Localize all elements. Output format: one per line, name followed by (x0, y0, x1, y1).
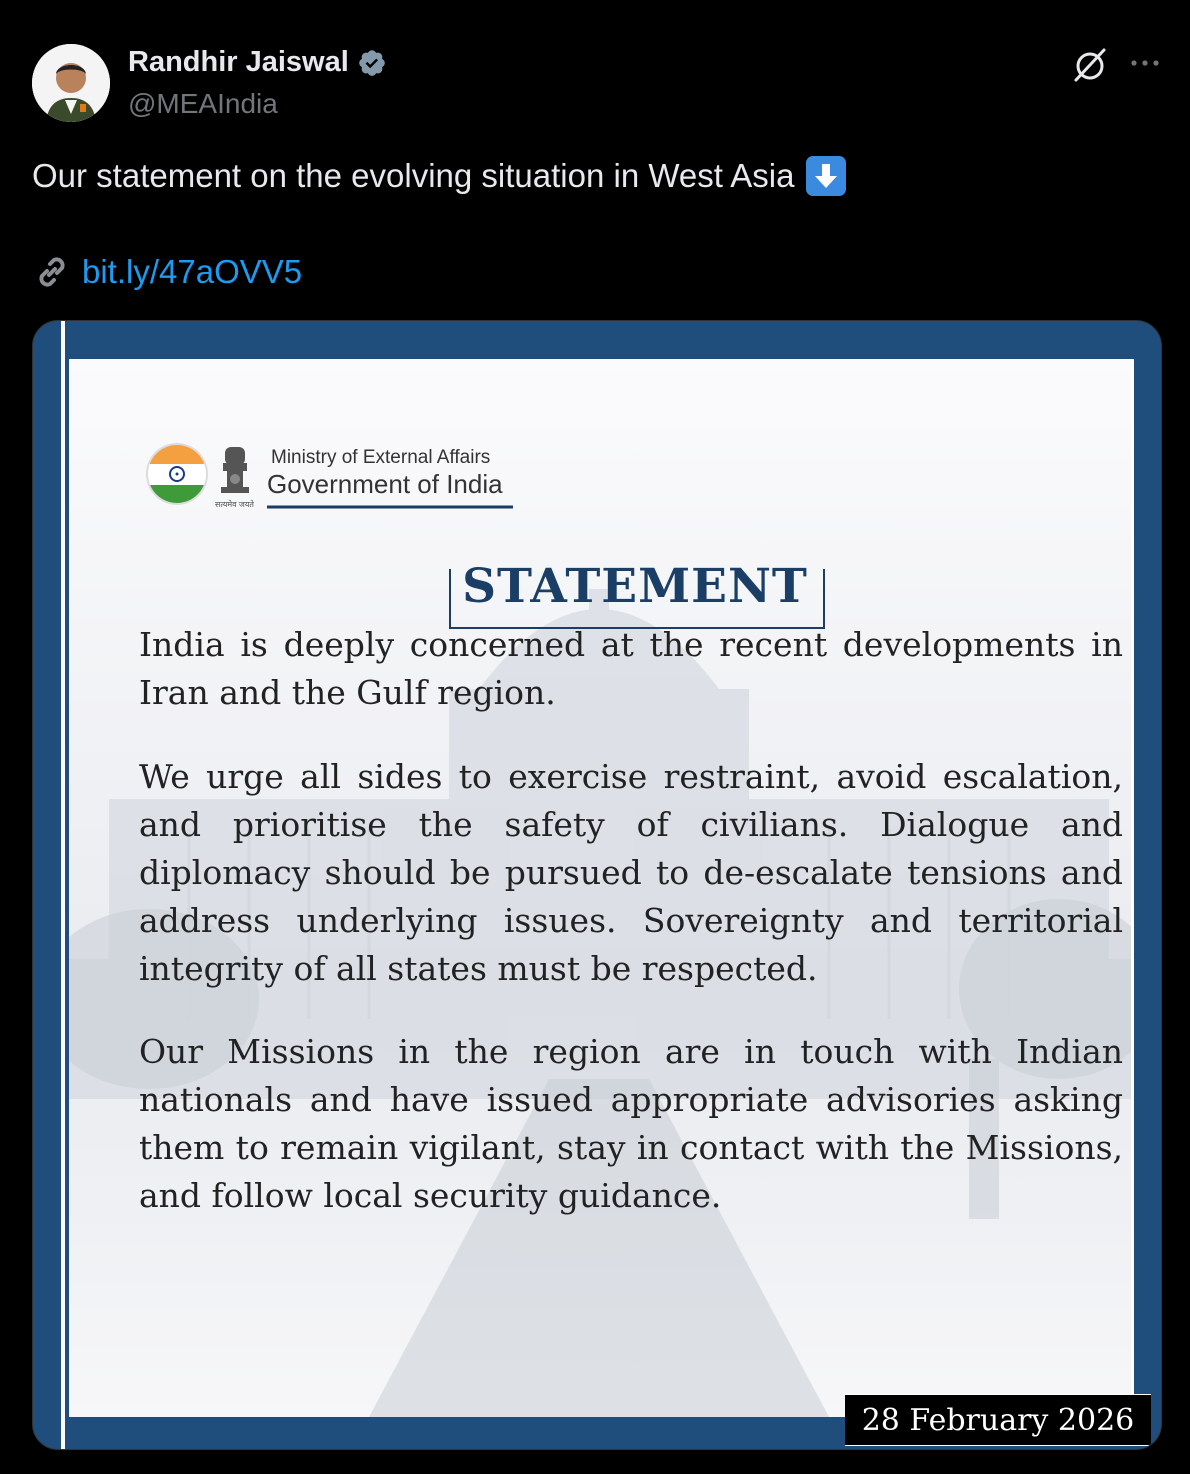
statement-document (69, 359, 1135, 1438)
frame-line-left (61, 321, 65, 1450)
link-text[interactable]: bit.ly/47aOVV5 (82, 253, 303, 290)
statement-heading: STATEMENT (462, 559, 808, 614)
avatar-image (32, 44, 110, 122)
author-display-name[interactable]: Randhir Jaiswal (128, 46, 349, 78)
mea-logo (145, 441, 525, 521)
grok-icon[interactable] (1070, 46, 1110, 86)
author-handle[interactable]: @MEAIndia (128, 88, 278, 119)
media-image[interactable] (32, 320, 1162, 1450)
india-flag-icon (145, 441, 209, 509)
frame-line-right (1131, 359, 1134, 1419)
down-arrow-emoji-icon (806, 156, 846, 196)
author-name[interactable] (128, 46, 387, 79)
statement-date: 28 February 2026 (845, 1394, 1151, 1446)
tweet-link[interactable] (32, 252, 302, 292)
emblem-motto: सत्यमेव जयते (215, 500, 254, 509)
more-options-icon[interactable] (1128, 46, 1162, 80)
statement-paragraph-2: We urge all sides to exercise restraint, avoid escalation, and prioritise the safety of civilians. Dialogue and diplomacy should be pursued to de-escalate tensions and address underlying issues. Sovereignty and territorial integrity of all states must be respected. (139, 757, 1123, 988)
verified-badge-icon (357, 48, 387, 78)
link-icon (32, 252, 72, 292)
logo-line1: Ministry of External Affairs (271, 447, 491, 468)
statement-paragraph-3: Our Missions in the region are in touch with Indian nationals and have issued appropriate advisories asking them to remain vigilant, stay in contact with the Missions, and follow local security guidance. (139, 1032, 1123, 1215)
tweet-text (32, 156, 846, 196)
state-emblem-icon (221, 447, 249, 493)
logo-line2: Government of India (267, 469, 503, 499)
avatar[interactable] (32, 44, 110, 122)
statement-paragraph-1: India is deeply concerned at the recent developments in Iran and the Gulf region. (139, 625, 1123, 712)
tweet-body: Our statement on the evolving situation in West Asia (32, 157, 795, 194)
